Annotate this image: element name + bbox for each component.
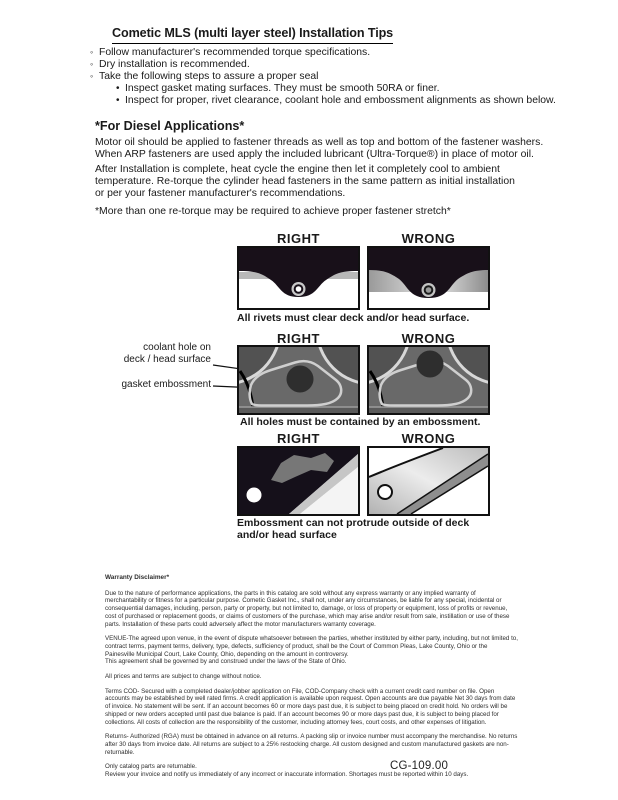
- figure1-right-diagram: [237, 246, 360, 310]
- list-item-text: Take the following steps to assure a proper seal: [99, 70, 319, 82]
- warranty-disclaimer-heading: Warranty Disclaimer*: [105, 574, 170, 581]
- list-item: [90, 47, 560, 59]
- diesel-section-heading: *For Diesel Applications*: [95, 119, 245, 133]
- list-item-text: Inspect gasket mating surfaces. They must be smooth 50RA or finer.: [125, 82, 440, 94]
- warranty-disclaimer-block: [105, 574, 518, 779]
- retorque-note: *More than one re-torque may be required to achieve proper fastener stretch*: [95, 206, 451, 217]
- list-item: [90, 59, 560, 71]
- figure3-wrong-label: WRONG: [401, 431, 456, 446]
- bolt-hole: [247, 488, 262, 503]
- figure2-caption: All holes must be contained by an embossment.: [240, 416, 481, 428]
- list-sub-item: [116, 83, 560, 95]
- invoice-review-line: Review your invoice and notify us immediately of any incorrect or inaccurate information. Shortages must be reported within 10 days.: [105, 771, 469, 779]
- returns-paragraph: Returns- Authorized (RGA) must be obtained in advance on all returns. A packing slip or invoice number must accompany the merchandise. No returns after 30 days from invoice date. All returns are subject to a 25% restocking charge. All custom designed and custom manufactured gaskets are non-returnable.: [105, 733, 518, 756]
- coolant-hole-annotation: [95, 342, 211, 365]
- figure2-wrong-label: WRONG: [401, 331, 456, 346]
- diesel-paragraph-2: [95, 164, 515, 200]
- coolant-hole: [417, 351, 444, 378]
- installation-tips-list: [90, 47, 560, 107]
- page-title: Cometic MLS (multi layer steel) Installation Tips: [112, 26, 393, 44]
- figure3-right-label: RIGHT: [277, 431, 320, 446]
- coolant-hole: [287, 366, 314, 393]
- catalog-parts-line: Only catalog parts are returnable.: [105, 763, 197, 771]
- bullet-marker: ◦: [90, 47, 94, 57]
- document-code: CG-109.00: [390, 760, 449, 772]
- caption-line: and/or head surface: [237, 529, 337, 541]
- bolt-hole: [378, 485, 392, 499]
- gasket-embossment-annotation: gasket embossment: [121, 379, 211, 390]
- list-item-text: Dry installation is recommended.: [99, 58, 250, 70]
- figure1-wrong-label: WRONG: [401, 231, 456, 246]
- annotation-line: deck / head surface: [123, 353, 211, 365]
- governing-law-line: This agreement shall be governed by and construed under the laws of the State of Ohio.: [105, 658, 347, 666]
- disclaimer-paragraph: Due to the nature of performance applications, the parts in this catalog are sold without any express warranty or any implied warranty of merchantability or fitness for a particular purpose. Cometic Gasket Inc., shall not, under any circumstances, be liable for any special, incidental or consequential damages, including, person, party or property, but not limited to, damage, or loss of property or equipment, loss of profits or revenue, cost of purchased or replacement goods, or claims of customers of the purchase, which may arise and/or result from sale, instillation or use of these parts. Installation of these parts could adversely affect the motor manufacturers warranty coverage.: [105, 589, 510, 628]
- list-item-text: Follow manufacturer's recommended torque specifications.: [99, 47, 371, 58]
- paragraph-line: temperature. Re-torque the cylinder head fasteners in the same pattern as initial installation: [95, 175, 515, 187]
- list-sub-item: [116, 95, 560, 107]
- figure3-caption: [237, 517, 469, 541]
- figure2-wrong-diagram: [367, 345, 490, 415]
- bullet-marker: ◦: [90, 70, 94, 81]
- diesel-paragraph-1: [95, 137, 543, 161]
- list-item-text: Inspect for proper, rivet clearance, coolant hole and embossment alignments as shown below.: [125, 94, 556, 106]
- paragraph-line: When ARP fasteners are used apply the included lubricant (Ultra-Torque®) in place of motor oil.: [95, 148, 534, 160]
- prices-terms-line: All prices and terms are subject to change without notice.: [105, 673, 262, 681]
- sub-bullet-marker: •: [116, 94, 120, 106]
- figure2-right-diagram: [237, 345, 360, 415]
- figure1-right-label: RIGHT: [277, 231, 320, 246]
- caption-line: Embossment can not protrude outside of deck: [237, 517, 470, 529]
- annotation-line: coolant hole on: [143, 342, 211, 353]
- figure2-right-label: RIGHT: [277, 331, 320, 346]
- bullet-marker: ◦: [90, 58, 94, 69]
- figure3-right-diagram: [237, 446, 360, 516]
- venue-paragraph: VENUE-The agreed upon venue, in the event of dispute whatsoever between the parties, whether instituted by either party, including, but not limited to, contract terms, payment terms, delivery, type, defects, sufficiency of product, shall be the Court of Common Pleas, Lake County, Ohio or the Painesville Municipal Court, Lake County, Ohio, depending on the amount in controversy.: [105, 635, 518, 658]
- paragraph-line: Motor oil should be applied to fastener threads as well as top and bottom of the fastener washers.: [95, 137, 544, 148]
- list-item: [90, 71, 560, 83]
- paragraph-line: or per your fastener manufacturer's recommendations.: [95, 187, 346, 199]
- sub-bullet-marker: •: [116, 82, 120, 94]
- figure1-wrong-diagram: [367, 246, 490, 310]
- figure3-wrong-diagram: [367, 446, 490, 516]
- figure1-caption: All rivets must clear deck and/or head surface.: [237, 312, 470, 324]
- terms-cod-paragraph: Terms COD- Secured with a completed dealer/jobber application on File, COD-Company check with a current credit card number on file. Open accounts may be established by well rated firms. A credit application is available upon request. Open accounts are due payable Net 30 days from date of invoice. No statement will be sent. If an account becomes 60 or more days past due, it is subject to being placed on credit hold. No orders will be shipped or new orders accepted until past due balance is paid. If an account becomes 90 or more days past due, it is subject to being placed for collections. All costs of collection are the responsibility of the customer, including attorney fees, court costs, and other expenses of litigation.: [105, 687, 516, 726]
- paragraph-line: After Installation is complete, heat cycle the engine then let it completely cool to ambient: [95, 164, 500, 175]
